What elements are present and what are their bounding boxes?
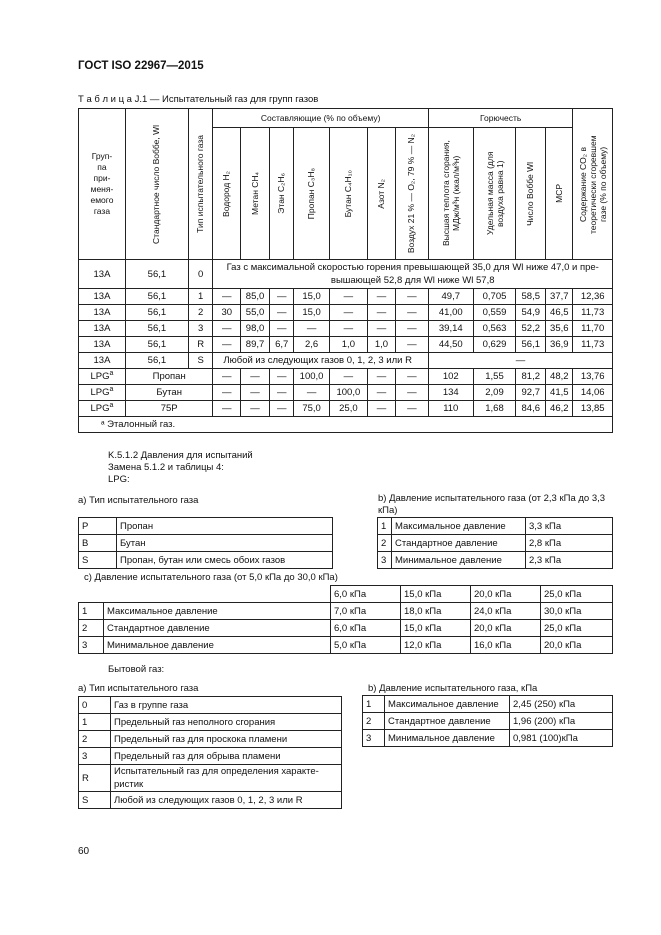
col-co2: Содержание CO₂ в теоретически сгоревшем газе (% по объему) — [577, 134, 608, 234]
cell: 75P — [125, 401, 212, 417]
cell: — — [213, 337, 241, 353]
cell: 1,0 — [329, 337, 367, 353]
cell: Предельный газ неполного сгорания — [111, 714, 342, 731]
cell: — — [368, 321, 396, 337]
cell-text: LPG — [90, 403, 110, 415]
table-row — [79, 535, 333, 552]
table-row — [79, 321, 613, 337]
cell: R — [79, 765, 111, 792]
cell: 12,0 кПа — [401, 637, 471, 654]
cell: — — [241, 369, 270, 385]
lpg-a-label: a) Тип испытательного газа — [78, 495, 199, 506]
cell: Минимальное давление — [385, 730, 510, 747]
cell: Бутан — [125, 385, 212, 401]
household-title: Бытовой газ: — [108, 664, 165, 675]
table-footnote: ᵃ Эталонный газ. — [79, 417, 613, 433]
cell: 3,3 кПа — [526, 518, 613, 535]
cell: Пропан, бутан или смесь обоих газов — [117, 552, 333, 569]
cell: 13A — [79, 337, 126, 353]
cell: 11,73 — [573, 337, 613, 353]
col-flammability: Горючесть — [428, 109, 573, 128]
cell: 6,7 — [269, 337, 294, 353]
cell: 1,96 (200) кПа — [510, 713, 613, 730]
cell: — — [368, 289, 396, 305]
cell: S — [79, 792, 111, 809]
table-row — [79, 620, 613, 637]
table-row — [79, 748, 342, 765]
col-h2: Водород H₂ — [221, 170, 232, 217]
cell: 56,1 — [125, 321, 188, 337]
col-specmass: Удельная масса (для воздуха равна 1) — [484, 151, 505, 236]
table-row — [79, 765, 342, 792]
cell: 13A — [79, 289, 126, 305]
cell: 0,705 — [473, 289, 516, 305]
cell: 1 — [363, 696, 385, 713]
cell: — — [294, 321, 329, 337]
cell: — — [241, 401, 270, 417]
cell: 102 — [428, 369, 473, 385]
cell: — — [395, 385, 428, 401]
cell: 1 — [79, 603, 104, 620]
cell: 25,0 — [329, 401, 367, 417]
cell: 2,45 (250) кПа — [510, 696, 613, 713]
cell: S — [79, 552, 117, 569]
table-row — [79, 337, 613, 353]
hh-a-label: a) Тип испытательного газа — [78, 683, 199, 694]
cell: 13A — [79, 321, 126, 337]
col-gastype: Тип испытательного газа — [195, 135, 206, 233]
col-c2h6: Этан C₂H₆ — [276, 173, 287, 214]
cell: Пропан — [125, 369, 212, 385]
section-k512 — [108, 450, 253, 486]
lpg-pressure-table — [377, 517, 613, 569]
col-c4h10: Бутан C₄H₁₀ — [342, 169, 353, 218]
cell: 15,0 кПа — [401, 620, 471, 637]
cell: 0 — [188, 260, 213, 289]
table-row — [79, 637, 613, 654]
cell: Газ в группе газа — [111, 697, 342, 714]
cell: — — [329, 369, 367, 385]
cell: 56,1 — [125, 337, 188, 353]
cell: 13A — [79, 260, 126, 289]
cell: R — [188, 337, 213, 353]
cell: 110 — [428, 401, 473, 417]
cell: 39,14 — [428, 321, 473, 337]
hh-b-label: b) Давление испытательного газа, кПа — [368, 683, 538, 694]
cell: 46,5 — [546, 305, 573, 321]
cell: Минимальное давление — [104, 637, 331, 654]
cell: Предельный газ для обрыва пламени — [111, 748, 342, 765]
cell: 2,3 кПа — [526, 552, 613, 569]
cell: — — [329, 289, 367, 305]
cell: 13A — [79, 353, 126, 369]
cell: 98,0 — [241, 321, 270, 337]
header-cell: 20,0 кПа — [471, 586, 541, 603]
col-air: Воздух 21 % — O₂, 79 % — N₂ — [406, 133, 417, 254]
col-n2: Азот N₂ — [375, 178, 386, 209]
lpg-b-label: b) Давление испытательного газа (от 2,3 кПа до 3,3 кПа) — [378, 493, 606, 516]
cell: Любой из следующих газов 0, 1, 2, 3 или R — [213, 353, 428, 369]
cell: 13,85 — [573, 401, 613, 417]
cell: 49,7 — [428, 289, 473, 305]
household-gas-type-table — [78, 696, 342, 809]
cell: 75,0 — [294, 401, 329, 417]
cell: — — [269, 369, 294, 385]
cell: 15,0 — [294, 289, 329, 305]
cell: 20,0 кПа — [541, 637, 613, 654]
cell: 92,7 — [516, 385, 546, 401]
cell: 5,0 кПа — [331, 637, 401, 654]
table-row — [79, 518, 333, 535]
col-c3h8: Пропан C₃H₈ — [306, 167, 317, 220]
blank-cell — [79, 586, 331, 603]
table-row — [79, 305, 613, 321]
cell: 15,0 — [294, 305, 329, 321]
cell: 41,00 — [428, 305, 473, 321]
cell-text: LPG — [90, 387, 110, 399]
table-row — [79, 603, 613, 620]
cell: 2,8 кПа — [526, 535, 613, 552]
table-row — [79, 289, 613, 305]
cell: — — [269, 289, 294, 305]
footnote-marker: a — [109, 402, 114, 410]
cell: 13A — [79, 305, 126, 321]
cell: 36,9 — [546, 337, 573, 353]
cell: — — [368, 401, 396, 417]
cell: — — [269, 305, 294, 321]
cell: 1,68 — [473, 401, 516, 417]
cell: 1,55 — [473, 369, 516, 385]
cell: 55,0 — [241, 305, 270, 321]
cell: 2 — [363, 713, 385, 730]
cell: 81,2 — [516, 369, 546, 385]
cell: Минимальное давление — [392, 552, 526, 569]
cell: Стандартное давление — [385, 713, 510, 730]
cell: 84,6 — [516, 401, 546, 417]
cell: — — [395, 337, 428, 353]
lpg-c-label: c) Давление испытательного газа (от 5,0 кПа до 30,0 кПа) — [84, 572, 338, 583]
cell: 24,0 кПа — [471, 603, 541, 620]
header-cell: 25,0 кПа — [541, 586, 613, 603]
cell: 20,0 кПа — [471, 620, 541, 637]
cell: 1 — [79, 714, 111, 731]
cell: 3 — [378, 552, 392, 569]
table-row — [79, 401, 613, 417]
section-text: LPG: — [108, 474, 130, 485]
header-cell: 15,0 кПа — [401, 586, 471, 603]
table-row — [363, 713, 613, 730]
cell: Стандартное давление — [104, 620, 331, 637]
cell: 56,1 — [125, 305, 188, 321]
document-header: ГОСТ ISO 22967—2015 — [78, 60, 204, 72]
cell: 30,0 кПа — [541, 603, 613, 620]
cell: 0,629 — [473, 337, 516, 353]
cell: Любой из следующих газов 0, 1, 2, 3 или R — [111, 792, 342, 809]
table-row — [378, 535, 613, 552]
table-row — [79, 369, 613, 385]
table-caption — [78, 94, 318, 105]
cell — [79, 401, 126, 417]
cell: Пропан — [117, 518, 333, 535]
cell: Испытательный газ для определения характе- ристик — [111, 765, 342, 792]
test-gas-table — [78, 108, 613, 433]
table-caption-text: J.1 — Испытательный газ для групп газов — [134, 94, 319, 105]
table-row — [363, 696, 613, 713]
cell: — — [213, 385, 241, 401]
cell: — — [368, 305, 396, 321]
cell: Стандартное давление — [392, 535, 526, 552]
cell: — — [213, 401, 241, 417]
cell: Предельный газ для проскока пламени — [111, 731, 342, 748]
cell: 12,36 — [573, 289, 613, 305]
table-row — [79, 731, 342, 748]
section-text: Замена 5.1.2 и таблицы 4: — [108, 462, 224, 473]
cell: 1 — [188, 289, 213, 305]
cell: B — [79, 535, 117, 552]
cell: 56,1 — [125, 260, 188, 289]
cell: 2 — [79, 731, 111, 748]
cell: 0,981 (100)кПа — [510, 730, 613, 747]
cell: 0 — [79, 697, 111, 714]
cell: 48,2 — [546, 369, 573, 385]
footnote-marker: a — [109, 386, 114, 394]
cell: Газ с максимальной скоростью горения превышающей 35,0 для Wl ниже 47,0 и пре- вышающей 52,8 для Wl ниже Wl 57,8 — [213, 260, 613, 289]
cell: 25,0 кПа — [541, 620, 613, 637]
col-mcp: MCP — [553, 184, 564, 203]
cell: Максимальное давление — [392, 518, 526, 535]
cell: 41,5 — [546, 385, 573, 401]
table-header-row — [79, 586, 613, 603]
cell: Максимальное давление — [385, 696, 510, 713]
cell: 44,50 — [428, 337, 473, 353]
table-row — [79, 353, 613, 369]
cell: 6,0 кПа — [331, 620, 401, 637]
cell: — — [368, 369, 396, 385]
lpg-gas-type-table — [78, 517, 333, 569]
cell: 11,73 — [573, 305, 613, 321]
cell: — — [213, 289, 241, 305]
cell: 2 — [79, 620, 104, 637]
household-pressure-table — [362, 695, 613, 747]
cell: — — [395, 289, 428, 305]
cell: P — [79, 518, 117, 535]
footnote-marker: a — [109, 370, 114, 378]
cell: 58,5 — [516, 289, 546, 305]
cell: 18,0 кПа — [401, 603, 471, 620]
cell: S — [188, 353, 213, 369]
cell: 2 — [188, 305, 213, 321]
table-row — [378, 518, 613, 535]
cell: 3 — [363, 730, 385, 747]
cell: — — [368, 385, 396, 401]
cell: 100,0 — [294, 369, 329, 385]
table-row — [79, 714, 342, 731]
cell: — — [395, 401, 428, 417]
cell: 14,06 — [573, 385, 613, 401]
table-row — [79, 260, 613, 289]
cell: — — [213, 369, 241, 385]
cell: 2,6 — [294, 337, 329, 353]
cell: 1,0 — [368, 337, 396, 353]
cell: — — [269, 401, 294, 417]
cell: — — [269, 321, 294, 337]
cell: — — [428, 353, 612, 369]
cell: 3 — [188, 321, 213, 337]
cell: 30 — [213, 305, 241, 321]
cell: 46,2 — [546, 401, 573, 417]
table-row — [79, 385, 613, 401]
page-number: 60 — [78, 846, 90, 857]
cell: Бутан — [117, 535, 333, 552]
cell: 13,76 — [573, 369, 613, 385]
cell: 7,0 кПа — [331, 603, 401, 620]
cell: 52,2 — [516, 321, 546, 337]
col-wobbe: Стандартное число Воббе, Wl — [151, 124, 162, 244]
cell — [79, 385, 126, 401]
lpg-pressure-range-table — [78, 585, 613, 654]
cell — [79, 369, 126, 385]
cell: 0,563 — [473, 321, 516, 337]
cell: — — [241, 385, 270, 401]
cell: — — [329, 305, 367, 321]
table-row — [363, 730, 613, 747]
cell: — — [269, 385, 294, 401]
cell: — — [329, 321, 367, 337]
col-hhv: Высшая теплота сгорания, МДж/м³н (ккал/м³н) — [440, 140, 461, 247]
cell: 2,09 — [473, 385, 516, 401]
table-row — [79, 697, 342, 714]
cell: 56,1 — [125, 289, 188, 305]
cell-text: LPG — [90, 371, 110, 383]
table-row — [79, 792, 342, 809]
cell: 85,0 — [241, 289, 270, 305]
cell: 56,1 — [125, 353, 188, 369]
cell: 134 — [428, 385, 473, 401]
cell: — — [395, 321, 428, 337]
col-wobbe2: Число Воббе Wl — [525, 161, 536, 226]
cell: 1 — [378, 518, 392, 535]
col-components: Составляющие (% по объему) — [213, 109, 428, 128]
table-row — [378, 552, 613, 569]
cell: — — [213, 321, 241, 337]
header-cell: 6,0 кПа — [331, 586, 401, 603]
cell: 56,1 — [516, 337, 546, 353]
cell: 89,7 — [241, 337, 270, 353]
col-ch4: Метан CH₄ — [249, 172, 260, 215]
cell: 11,70 — [573, 321, 613, 337]
section-heading: K.5.1.2 Давления для испытаний — [108, 450, 253, 461]
table-row — [79, 552, 333, 569]
col-group: Груп- па при- меня- емого газа — [79, 109, 126, 260]
cell: 37,7 — [546, 289, 573, 305]
cell: 16,0 кПа — [471, 637, 541, 654]
cell: 100,0 — [329, 385, 367, 401]
cell: 3 — [79, 748, 111, 765]
cell: 0,559 — [473, 305, 516, 321]
cell: — — [395, 305, 428, 321]
table-caption-word: Т а б л и ц а — [78, 94, 132, 105]
cell: — — [395, 369, 428, 385]
cell: 54,9 — [516, 305, 546, 321]
cell: 2 — [378, 535, 392, 552]
cell: 3 — [79, 637, 104, 654]
cell: Максимальное давление — [104, 603, 331, 620]
cell: — — [294, 385, 329, 401]
cell: 35,6 — [546, 321, 573, 337]
